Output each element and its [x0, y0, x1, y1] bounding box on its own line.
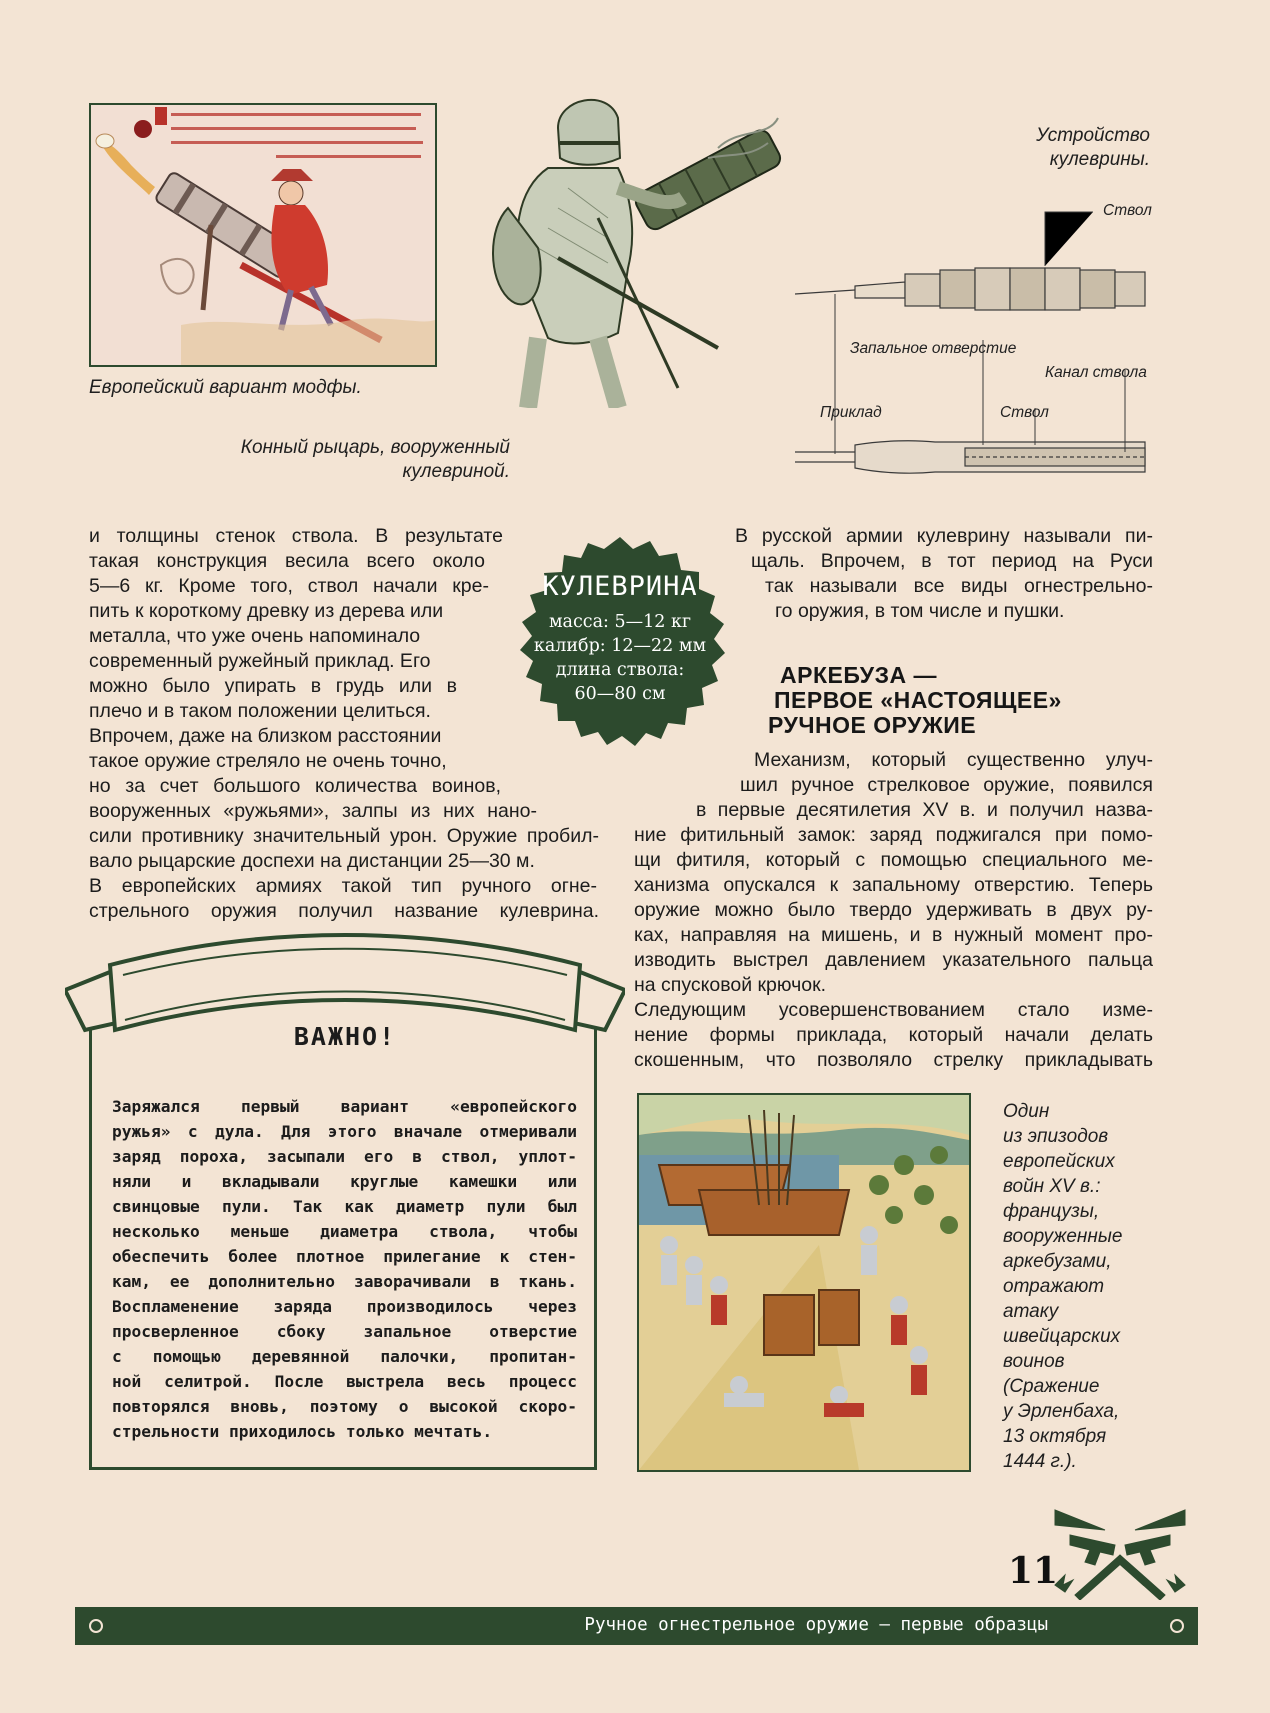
knight-drawing — [478, 88, 798, 408]
page-number: 11 — [1008, 1550, 1059, 1592]
knight-caption: Конный рыцарь, вооруженный кулевриной. — [240, 437, 510, 482]
seal-caliber: калибр: 12—22 мм — [533, 636, 707, 656]
right-top-text: В русской армии кулеврину называли пи- щаль. Впрочем, в тот период на Руси так называли все виды огнестрельно- го оружия, в том числе и пушки. — [735, 525, 1153, 622]
modfa-drawing — [91, 105, 435, 365]
arquebus-heading: АРКЕБУЗА — ПЕРВОЕ «НАСТОЯЩЕЕ» РУЧНОЕ ОРУЖИЕ — [768, 662, 1062, 738]
culverin-diagram-drawing — [795, 190, 1155, 480]
modfa-illustration — [89, 103, 437, 367]
important-text: Заряжался первый вариант «европейского ружья» с дула. Для этого вначале отмеривали заряд пороха, засыпали его в ствол, уплот- няли и вкладывали круглые камешки или свинцовые пули. Так как диаметр пули был несколько меньше диаметра ствола, чтобы обеспечить более плотное прилегание к стен- кам, ее дополнительно заворачивали в ткань. Воспламенение заряда производилось через просверленное сбоку запальное отверстие с помощью деревянной палочки, пропитан- ной селитрой. После выстрела весь процесс повторялся вновь, поэтому о высокой скоро- стрельности приходилось только мечтать. — [112, 1097, 577, 1441]
seal-length-label: длина ствола: — [555, 660, 685, 680]
footer-right-ornament-icon — [1170, 1619, 1184, 1633]
label-stock: Приклад — [820, 404, 882, 421]
seal-length-value: 60—80 см — [574, 684, 666, 704]
crossed-weapons-icon — [1045, 1500, 1195, 1600]
culverin-diagram — [795, 190, 1155, 480]
seal-title: КУЛЕВРИНА — [542, 571, 698, 602]
footer-bar — [75, 1607, 1198, 1645]
left-column-text: и толщины стенок ствола. В результате такая конструкция весила всего около 5—6 кг. Кроме того, ствол начали кре- пить к короткому древку из дерева или металла, что уже очень напоминало современный ружейный приклад. Его можно было упирать в грудь или в плечо и в таком положении целиться. Впрочем, даже на близком расстоянии такое оружие стреляло не очень точно, но за счет большого количества воинов, вооруженных «ружьями», залпы из них нано- сили противнику значительный урон. Оружие пробил- вало рыцарские доспехи на дистанции 25—30 м. В европейских армиях такой тип ручного огне- стрельного оружия получил название кулеврина. — [89, 525, 599, 922]
label-barrel-top: Ствол — [1103, 202, 1152, 219]
important-banner — [65, 930, 625, 1070]
important-title: ВАЖНО! — [293, 1022, 397, 1051]
label-bore: Канал ствола — [1045, 364, 1147, 381]
label-barrel-bottom: Ствол — [1000, 404, 1049, 421]
footer-left-ornament-icon — [89, 1619, 103, 1633]
knight-illustration — [478, 88, 798, 408]
battle-caption: Один из эпизодов европейских войн XV в.: французы, вооруженные аркебузами, отражают атаку швейцарских воинов (Сражение у Эрленбаха, 13 октября 1444 г.). — [1003, 1101, 1123, 1472]
running-title: Ручное огнестрельное оружие — первые образцы — [584, 1615, 1048, 1635]
weapons-emblem — [1045, 1500, 1195, 1600]
device-caption: Устройство кулеврины. — [1036, 125, 1150, 170]
battle-drawing — [639, 1095, 969, 1470]
arquebus-text: Механизм, который существенно улуч- шил ручное стрелковое оружие, появился в первые десятилетия XV в. и получил назва- ние фитильный замок: заряд поджигался при помо- щи фитиля, который с помощью специального ме- ханизма опускался к запальному отверстию. Теперь оружие можно было твердо удерживать в двух ру- ках, направляя на мишень, и в нужный момент про- изводить выстрел давлением указательного пальца на спусковой крючок. Следующим усовершенствованием стало изме- нение формы приклада, который начали делать скошенным, что позволяло стрелку прикладывать — [634, 749, 1153, 1071]
label-touch-hole: Запальное отверстие — [850, 340, 1017, 357]
seal-mass: масса: 5—12 кг — [548, 612, 692, 632]
modfa-caption: Европейский вариант модфы. — [89, 377, 362, 398]
battle-illustration — [637, 1093, 971, 1472]
